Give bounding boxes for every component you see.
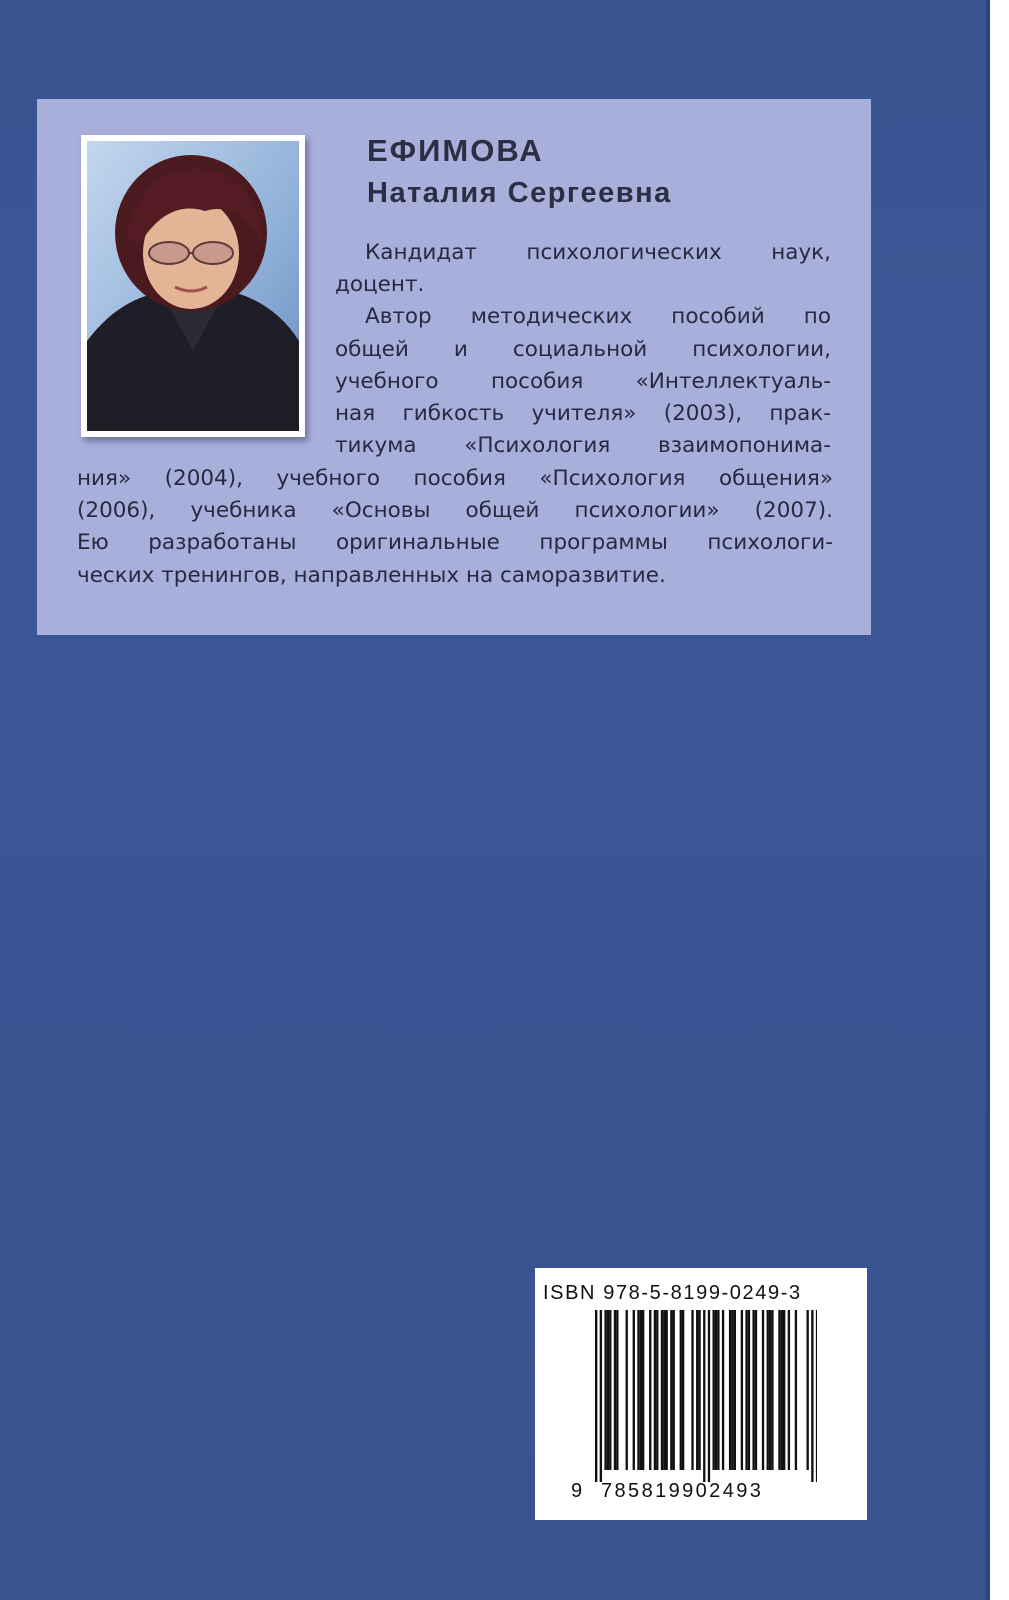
author-portrait-illustration bbox=[87, 141, 299, 431]
bio-line: тикума «Психология взаимопонима- bbox=[335, 433, 831, 459]
isbn-label: ISBN 978-5-8199-0249-3 bbox=[543, 1282, 802, 1304]
ean-digits: 785819902493 bbox=[601, 1480, 764, 1502]
barcode-bar bbox=[762, 1310, 764, 1470]
barcode-bar bbox=[666, 1310, 668, 1470]
barcode-bar bbox=[767, 1310, 769, 1470]
author-photo bbox=[87, 141, 299, 431]
barcode-bar bbox=[682, 1310, 684, 1470]
bio-line: ная гибкость учителя» (2003), прак- bbox=[335, 401, 831, 427]
barcode-bar bbox=[663, 1310, 665, 1470]
bio-line: ния» (2004), учебного пособия «Психология общения» bbox=[77, 466, 833, 491]
barcode-bar bbox=[722, 1310, 724, 1470]
barcode-bar bbox=[811, 1310, 813, 1482]
barcode-bar bbox=[696, 1310, 698, 1470]
barcode-bar bbox=[607, 1310, 609, 1470]
bio-line: Ею разработаны оригинальные программы психологи- bbox=[77, 530, 833, 556]
barcode-bar bbox=[673, 1310, 675, 1470]
bio-line: ческих тренингов, направленных на саморазвитие. bbox=[77, 562, 666, 588]
barcode-bar bbox=[752, 1310, 754, 1470]
barcode-bar bbox=[604, 1310, 606, 1470]
barcode-bar bbox=[633, 1310, 635, 1470]
author-photo-frame bbox=[81, 135, 305, 437]
barcode-bar bbox=[788, 1310, 790, 1470]
author-bio-top bbox=[335, 237, 831, 462]
barcode bbox=[595, 1310, 817, 1482]
barcode-bar bbox=[698, 1310, 700, 1470]
barcode-bar bbox=[656, 1310, 658, 1470]
barcode-bar bbox=[717, 1310, 719, 1470]
barcode-bar bbox=[771, 1310, 773, 1470]
barcode-bar bbox=[778, 1310, 780, 1470]
ean-first-digit: 9 bbox=[571, 1480, 583, 1502]
barcode-bar bbox=[748, 1310, 750, 1470]
barcode-bar bbox=[795, 1310, 797, 1470]
barcode-bar bbox=[807, 1310, 809, 1470]
barcode-bar bbox=[654, 1310, 656, 1470]
barcode-bar bbox=[745, 1310, 747, 1470]
barcode-bar bbox=[781, 1310, 783, 1470]
bio-line: доцент. bbox=[335, 272, 425, 298]
barcode-bar bbox=[626, 1310, 628, 1470]
barcode-bar bbox=[609, 1310, 611, 1470]
barcode-bar bbox=[755, 1310, 757, 1470]
barcode-bar bbox=[769, 1310, 771, 1470]
barcode-bar bbox=[734, 1310, 736, 1470]
barcode-bar bbox=[729, 1310, 731, 1470]
bio-line: Автор методических пособий по bbox=[365, 304, 831, 330]
barcode-bar bbox=[703, 1310, 705, 1482]
barcode-bar bbox=[731, 1310, 733, 1470]
author-info-panel bbox=[37, 99, 871, 635]
barcode-bar bbox=[715, 1310, 717, 1470]
barcode-bar bbox=[614, 1310, 616, 1470]
barcode-bar bbox=[713, 1310, 715, 1470]
bio-line: Кандидат психологических наук, bbox=[365, 240, 831, 265]
barcode-bar bbox=[708, 1310, 710, 1482]
author-surname: ЕФИМОВА bbox=[367, 133, 544, 168]
bio-line: (2006), учебника «Основы общей психологии» (2007). bbox=[77, 498, 833, 524]
barcode-bar bbox=[816, 1310, 817, 1482]
barcode-bar bbox=[670, 1310, 672, 1470]
isbn-barcode-box bbox=[535, 1268, 867, 1520]
cover-spine-edge bbox=[986, 0, 990, 1600]
barcode-bar bbox=[637, 1310, 639, 1470]
barcode-bar bbox=[783, 1310, 785, 1470]
bio-line: общей и социальной психологии, bbox=[335, 336, 831, 362]
barcode-bar bbox=[680, 1310, 682, 1470]
barcode-bar bbox=[691, 1310, 693, 1470]
barcode-bar bbox=[661, 1310, 663, 1470]
bio-line: учебного пособия «Интеллектуаль- bbox=[335, 368, 831, 394]
barcode-bar bbox=[616, 1310, 618, 1470]
author-given-names: Наталия Сергеевна bbox=[367, 177, 672, 209]
barcode-bar bbox=[649, 1310, 651, 1470]
barcode-bar bbox=[600, 1310, 602, 1482]
barcode-bar bbox=[640, 1310, 642, 1470]
barcode-bar bbox=[595, 1310, 597, 1482]
barcode-bar bbox=[642, 1310, 644, 1470]
author-bio-bottom bbox=[77, 463, 833, 592]
barcode-bar bbox=[741, 1310, 743, 1470]
